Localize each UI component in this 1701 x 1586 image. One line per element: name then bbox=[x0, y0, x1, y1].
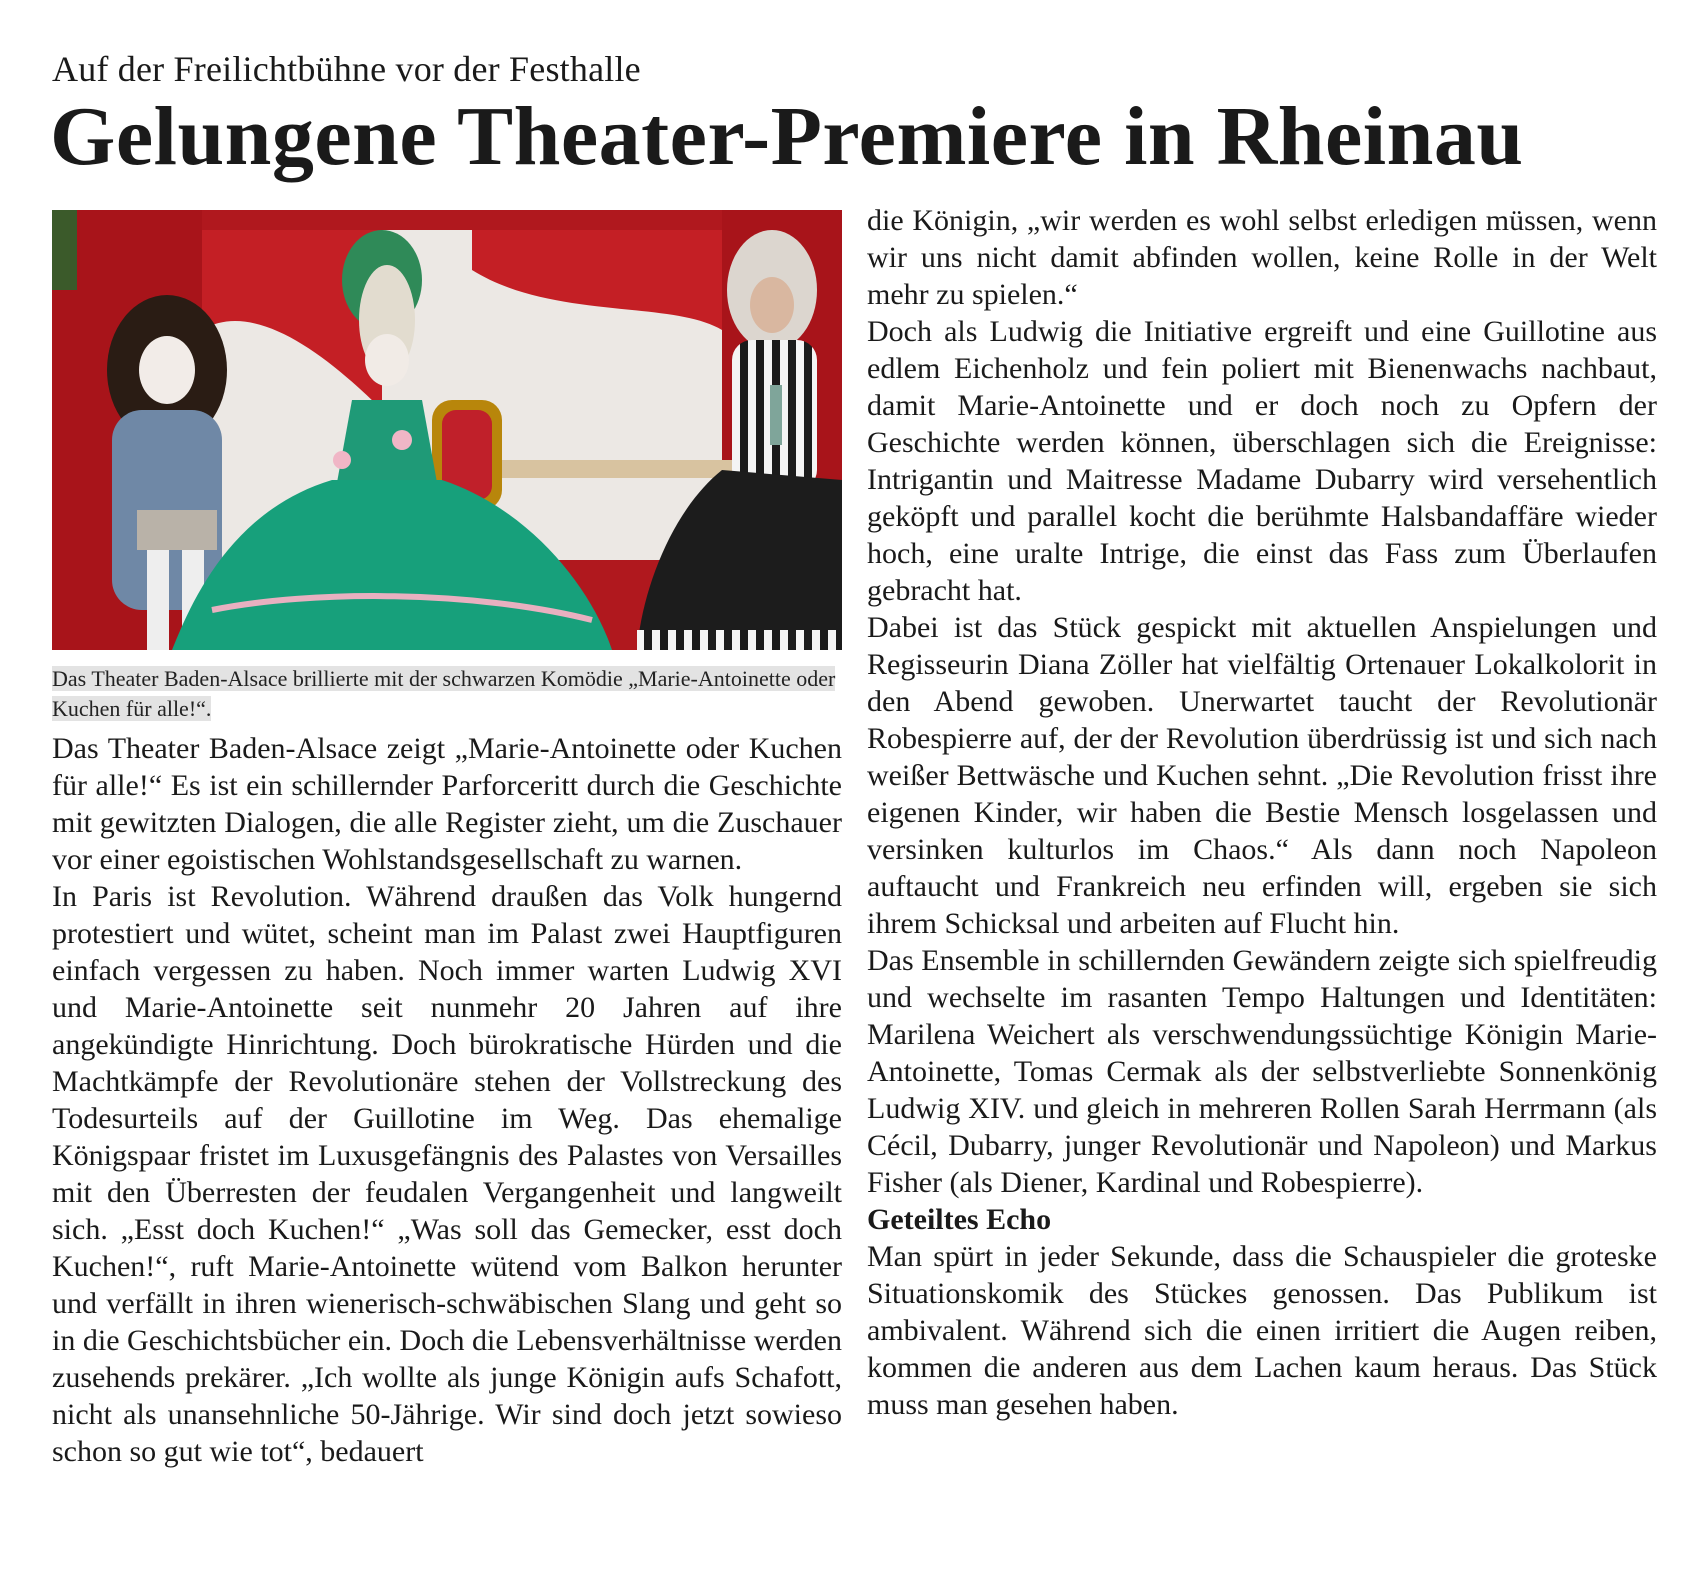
paragraph: Das Ensemble in schillernden Gewändern zeigte sich spielfreudig und wechselte im rasanten Tempo Haltungen und Identitäten: Marilena Weichert als verschwendungssüchtige Königin Marie-Antoinette, Tomas Cermak als der selbstverliebte Sonnenkönig Ludwig XIV. und gleich in mehreren Rollen Sarah Herrmann (als Cécil, Dubarry, junger Revolutionär und Napoleon) und Markus Fisher (als Diener, Kardinal und Robespierre). bbox=[867, 944, 1657, 1199]
paragraph: die Königin, „wir werden es wohl selbst erledigen müssen, wenn wir uns nicht damit abfinden wollen, keine Rolle in der Welt mehr zu spielen.“ bbox=[867, 204, 1657, 311]
right-column bbox=[867, 202, 1657, 1423]
paragraph: Man spürt in jeder Sekunde, dass die Schauspieler die groteske Situationskomik des Stückes genossen. Das Publikum ist ambivalent. Während sich die einen irritiert die Augen reiben, kommen die anderen aus dem Lachen kaum heraus. Das Stück muss man gesehen haben. bbox=[867, 1240, 1657, 1421]
article-headline: Gelungene Theater-Premiere in Rheinau bbox=[50, 90, 1524, 183]
article-kicker: Auf der Freilichtbühne vor der Festhalle bbox=[52, 49, 641, 89]
photo-caption-text: Das Theater Baden-Alsace brillierte mit der schwarzen Komödie „Marie-Antoinette oder Kuchen für alle!“. bbox=[52, 666, 836, 721]
paragraph: Dabei ist das Stück gespickt mit aktuellen Anspielungen und Regisseurin Diana Zöller hat vielfältig Ortenauer Lokalkolorit in den Abend gewoben. Unerwartet taucht der Revolutionär Robespierre auf, der der Revolution überdrüssig ist und sich nach weißer Bettwäsche und Kuchen sehnt. „Die Revolution frisst ihre eigenen Kinder, wir haben die Bestie Mensch losgelassen und versinken kulturlos im Chaos.“ Als dann noch Napoleon auftaucht und Frankreich neu erfinden will, ergeben sie sich ihrem Schicksal und arbeiten auf Flucht hin. bbox=[867, 611, 1657, 940]
left-column bbox=[52, 730, 842, 1470]
article-photo bbox=[52, 210, 842, 650]
paragraph: Doch als Ludwig die Initiative ergreift und eine Guillotine aus edlem Eichenholz und fein poliert mit Bienenwachs nachbaut, damit Marie-Antoinette und er doch noch zu Opfern der Geschichte werden können, überschlagen sich die Ereignisse: Intrigantin und Maitresse Madame Dubarry wird versehentlich geköpft und parallel kocht die berühmte Halsbandaffäre wieder hoch, eine uralte Intrige, die einst das Fass zum Überlaufen gebracht hat. bbox=[867, 315, 1657, 607]
paragraph: Das Theater Baden-Alsace zeigt „Marie-Antoinette oder Kuchen für alle!“ Es ist ein schillernder Parforceritt durch die Geschichte mit gewitzten Dialogen, die alle Register zieht, um die Zuschauer vor einer egoistischen Wohlstandsgesellschaft zu warnen. bbox=[52, 732, 842, 876]
photo-caption bbox=[52, 664, 842, 724]
paragraph: In Paris ist Revolution. Während draußen das Volk hungernd protestiert und wütet, scheint man im Palast zwei Hauptfiguren einfach vergessen zu haben. Noch immer warten Ludwig XVI und Marie-Antoinette seit nunmehr 20 Jahren auf ihre angekündigte Hinrichtung. Doch bürokratische Hürden und die Machtkämpfe der Revolutionäre stehen der Vollstreckung des Todesurteils auf der Guillotine im Weg. Das ehemalige Königspaar fristet im Luxusgefängnis des Palastes von Versailles mit den Überresten der feudalen Vergangenheit und langweilt sich. „Esst doch Kuchen!“ „Was soll das Gemecker, esst doch Kuchen!“, ruft Marie-Antoinette wütend vom Balkon herunter und verfällt in ihren wienerisch-schwäbischen Slang und geht so in die Geschichtsbücher ein. Doch die Lebensverhältnisse werden zusehends prekärer. „Ich wollte als junge Königin aufs Schafott, nicht als unansehnliche 50-Jährige. Wir sind doch jetzt sowieso schon so gut wie tot“, bedauert bbox=[52, 880, 842, 1468]
subheading: Geteiltes Echo bbox=[867, 1203, 1052, 1236]
